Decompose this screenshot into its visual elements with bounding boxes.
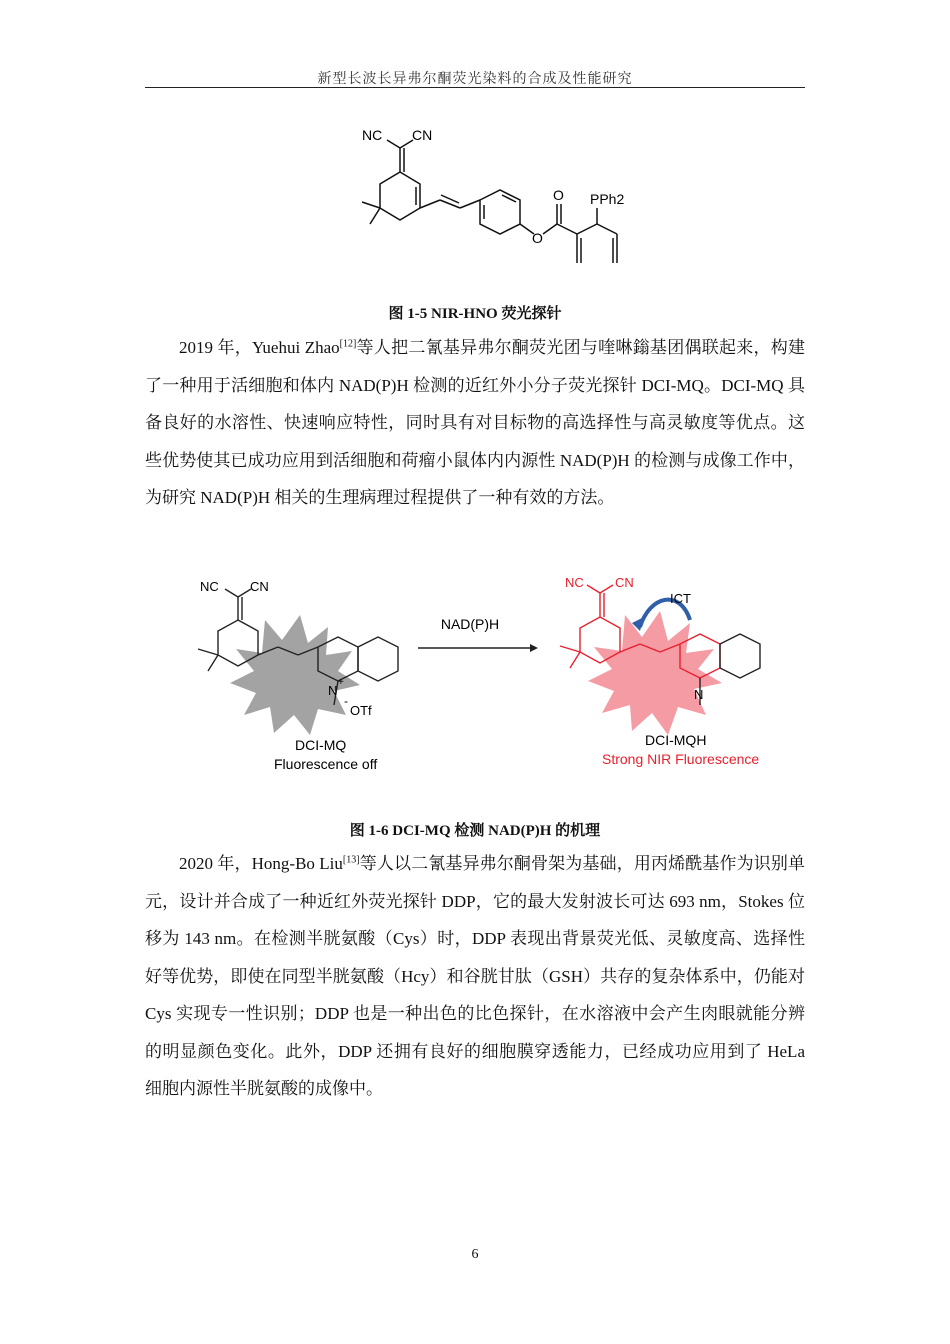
svg-text:-: - — [344, 694, 348, 708]
svg-text:NC: NC — [565, 575, 584, 590]
label-o-carbonyl: O — [553, 187, 564, 203]
para2-lead: 2020 年，Hong-Bo Liu — [179, 854, 343, 873]
label-cn: CN — [412, 127, 433, 143]
paragraph-1 — [145, 329, 805, 517]
header-rule — [145, 87, 805, 88]
para2-ref: [13] — [342, 854, 360, 866]
dci-mqh-name: DCI-MQH — [645, 732, 707, 748]
dci-mq-name: DCI-MQ — [295, 737, 347, 753]
figure1-caption: 图 1-5 NIR-HNO 荧光探针 — [388, 306, 562, 322]
para1-lead: 2019 年，Yuehui Zhao — [179, 338, 340, 357]
svg-text:N: N — [328, 683, 338, 698]
fluorescence-off-burst — [230, 615, 360, 735]
label-o-ester: O — [532, 230, 543, 246]
svg-text:NC: NC — [200, 579, 219, 594]
running-header: 新型长波长异弗尔酮荧光染料的合成及性能研究 — [317, 71, 633, 87]
label-nc: NC — [362, 127, 383, 143]
page-number: 6 — [471, 1247, 479, 1262]
figure-nir-hno-structure — [340, 118, 630, 288]
svg-text:+: + — [338, 677, 344, 688]
svg-text:CN: CN — [250, 579, 269, 594]
paragraph-2 — [145, 845, 805, 1108]
label-pph2: PPh2 — [590, 191, 625, 207]
ict-label: ICT — [670, 591, 691, 606]
para1-ref: [12] — [339, 338, 357, 350]
svg-text:CN: CN — [615, 575, 634, 590]
para2-rest: 等人以二氰基异弗尔酮骨架为基础，用丙烯酰基作为识别单元，设计并合成了一种近红外荧光探针 DDP，它的最大发射波长可达 693 nm，Stokes 位移为 143 nm。在检测半胱氨酸（Cys）时，DDP 表现出背景荧光低、灵敏度高、选择性好等优势，即使在同型半胱氨酸（Hcy）和谷胱甘肽（GSH）共存的复杂体系中，仍能对 Cys 实现专一性识别；DDP 也是一种出色的比色探针，在水溶液中会产生肉眼就能分辨的明显颜色变化。此外，DDP 还拥有良好的细胞膜穿透能力，已经成功应用到了 HeLa 细胞内源性半胱氨酸的成像中。 — [145, 854, 806, 1098]
reagent-label: NAD(P)H — [440, 616, 500, 632]
para1-rest: 等人把二氰基异弗尔酮荧光团与喹啉鎓基团偶联起来，构建了一种用于活细胞和体内 NAD(P)H 检测的近红外小分子荧光探针 DCI-MQ。DCI-MQ 具备良好的水溶性、快速响应特性，同时具有对目标物的高选择性与高灵敏度等优点。这些优势使其已成功应用到活细胞和荷瘤小鼠体内内源性 NAD(P)H 的检测与成像工作中，为研究 NAD(P)H 相关的生理病理过程提供了一种有效的方法。 — [145, 338, 805, 507]
figure2-caption: 图 1-6 DCI-MQ 检测 NAD(P)H 的机理 — [349, 823, 601, 839]
dci-mq-state: Fluorescence off — [274, 756, 378, 772]
svg-text:N: N — [694, 687, 704, 702]
dci-mqh-state: Strong NIR Fluorescence — [602, 751, 760, 767]
fluorescence-on-burst — [588, 611, 722, 735]
svg-text:OTf: OTf — [350, 703, 372, 718]
figure-dci-mq-mechanism — [170, 565, 790, 780]
